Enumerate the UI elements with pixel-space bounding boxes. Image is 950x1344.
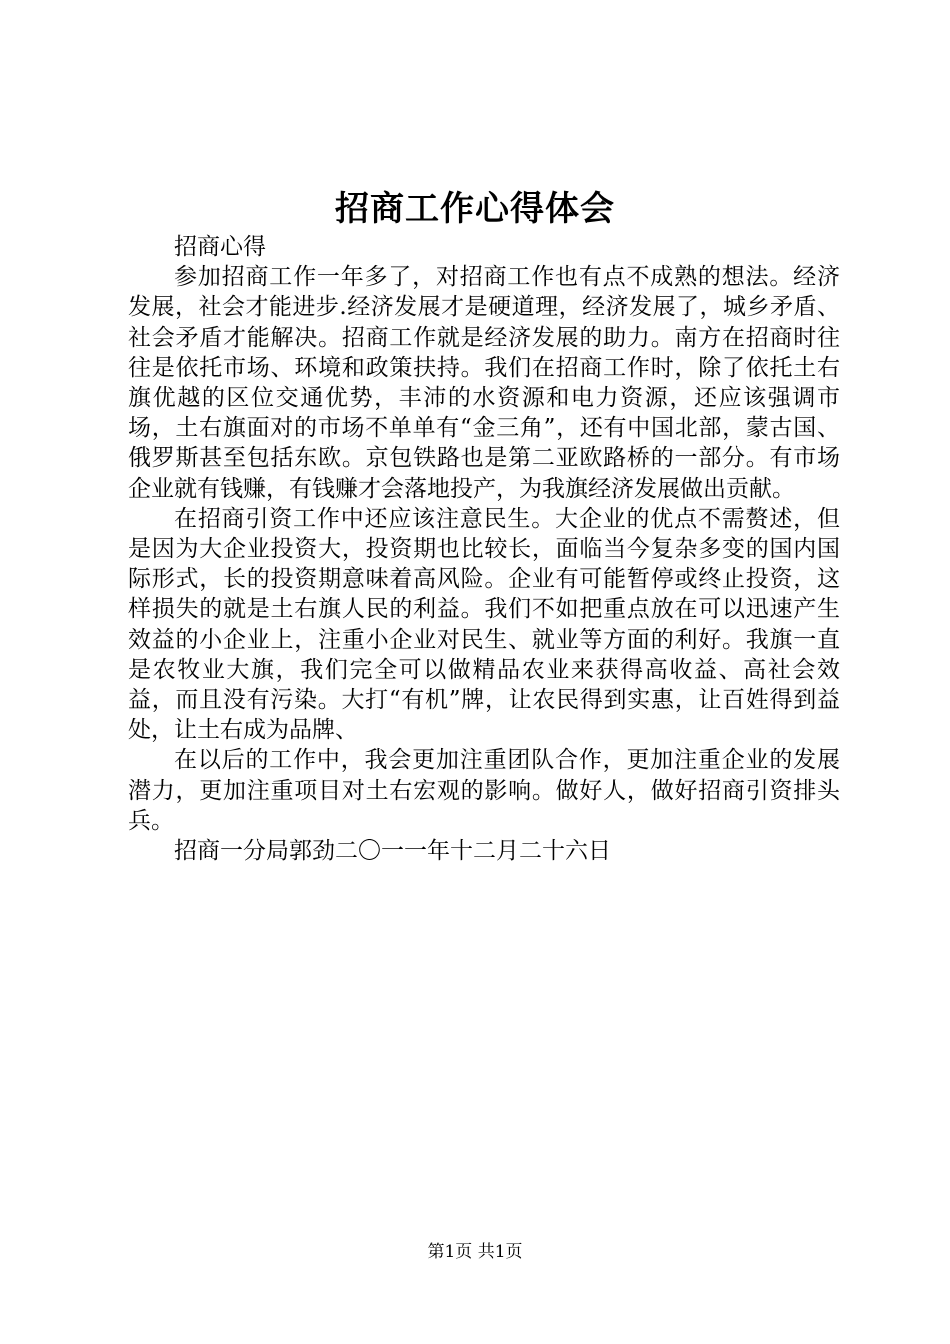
page-footer: 第1页 共1页 <box>427 1242 523 1262</box>
paragraph: 在以后的工作中，我会更加注重团队合作，更加注重企业的发展潜力，更加注重项目对土右宏观的影响。做好人，做好招商引资排头兵。 <box>128 747 840 834</box>
signature-line: 招商一分局郭劲二〇一一年十二月二十六日 <box>174 838 611 865</box>
paragraph: 在招商引资工作中还应该注意民生。大企业的优点不需赘述，但是因为大企业投资大，投资期也比较长，面临当今复杂多变的国内国际形式，长的投资期意味着高风险。企业有可能暂停或终止投资，这样损失的就是土右旗人民的利益。我们不如把重点放在可以迅速产生效益的小企业上，注重小企业对民生、就业等方面的利好。我旗一直是农牧业大旗，我们完全可以做精品农业来获得高收益、高社会效益，而且没有污染。大打“有机”牌，让农民得到实惠，让百姓得到益处，让土右成为品牌、 <box>128 505 840 744</box>
document-title: 招商工作心得体会 <box>335 189 615 229</box>
paragraph: 参加招商工作一年多了，对招商工作也有点不成熟的想法。经济发展，社会才能进步.经济发展才是硬道理，经济发展了，城乡矛盾、社会矛盾才能解决。招商工作就是经济发展的助力。南方在招商时往往是依托市场、环境和政策扶持。我们在招商工作时，除了依托土右旗优越的区位交通优势，丰沛的水资源和电力资源，还应该强调市场，土右旗面对的市场不单单有“金三角”，还有中国北部，蒙古国、俄罗斯甚至包括东欧。京包铁路也是第二亚欧路桥的一部分。有市场企业就有钱赚，有钱赚才会落地投产，为我旗经济发展做出贡献。 <box>128 264 840 502</box>
section-heading: 招商心得 <box>174 234 266 260</box>
document-body <box>128 232 840 866</box>
